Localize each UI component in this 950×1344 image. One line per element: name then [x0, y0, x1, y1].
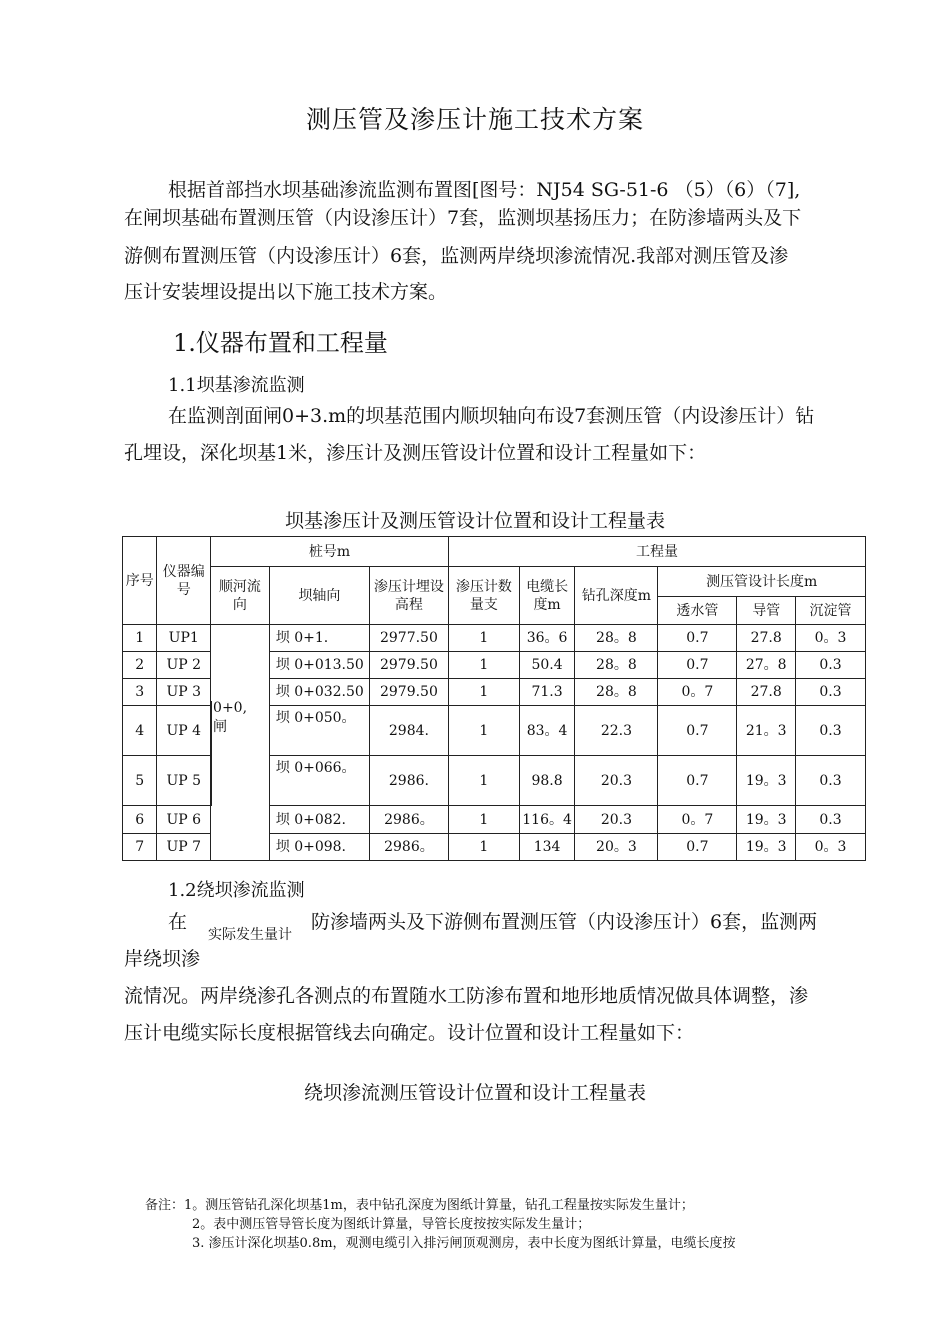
river-bracket-line: [211, 701, 212, 806]
para-1-2-line-4: 压计电缆实际长度根据管线去向确定。设计位置和设计工程量如下：: [124, 1022, 695, 1044]
header-instrument: 仪器编号: [157, 537, 211, 625]
table2-caption: 绕坝渗流测压管设计位置和设计工程量表: [303, 1082, 646, 1104]
table1-caption: 坝基渗压计及测压管设计位置和设计工程量表: [284, 510, 665, 532]
header-perm-tube: 透水管: [658, 597, 737, 625]
section-heading-1: 1.仪器布置和工程量: [173, 329, 388, 357]
cell-sed: 0.3: [796, 706, 866, 756]
cell-sed: 0。3: [796, 834, 866, 861]
cell-elev: 2986。: [369, 834, 448, 861]
header-pile: 桩号m: [211, 537, 449, 567]
cell-drill: 28。8: [575, 679, 658, 706]
cell-id: UP 4: [157, 706, 211, 756]
cell-perm: 0。7: [658, 806, 737, 834]
cell-guide: 27。8: [737, 652, 796, 679]
header-tube-length: 测压管设计长度m: [658, 567, 866, 597]
cell-axis: 坝 0+066。: [269, 756, 369, 806]
cell-cable: 98.8: [519, 756, 575, 806]
cell-axis: 坝 0+098.: [269, 834, 369, 861]
cell-drill: 20.3: [575, 806, 658, 834]
cell-elev: 2979.50: [369, 679, 448, 706]
cell-guide: 19。3: [737, 756, 796, 806]
header-sed-tube: 沉淀管: [796, 597, 866, 625]
cell-cable: 36。6: [519, 625, 575, 652]
document-title: 测压管及渗压计施工技术方案: [305, 105, 644, 134]
cell-sed: 0.3: [796, 806, 866, 834]
cell-seq: 3: [123, 679, 157, 706]
cell-seq: 5: [123, 756, 157, 806]
cell-drill: 28。8: [575, 625, 658, 652]
cell-cable: 116。4: [519, 806, 575, 834]
para-1-2-lead: 在: [168, 911, 188, 933]
header-elevation: 渗压计埋设高程: [369, 567, 448, 625]
para-1-1-line-1: 在监测剖面闸0+3.m的坝基范围内顺坝轴向布设7套测压管（内设渗压计）钻: [168, 405, 815, 427]
cell-cable: 50.4: [519, 652, 575, 679]
cell-count: 1: [448, 806, 519, 834]
header-dam-axis: 坝轴向: [269, 567, 369, 625]
table-row: [123, 625, 866, 652]
cell-guide: 19。3: [737, 834, 796, 861]
cell-axis: 坝 0+050。: [269, 706, 369, 756]
cell-seq: 2: [123, 652, 157, 679]
cell-guide: 19。3: [737, 806, 796, 834]
cell-axis: 坝 0+082.: [269, 806, 369, 834]
cell-elev: 2977.50: [369, 625, 448, 652]
header-seq: 序号: [123, 537, 157, 625]
cell-perm: 0。7: [658, 679, 737, 706]
header-river: 顺河流向: [211, 567, 270, 625]
header-cable: 电缆长度m: [519, 567, 575, 625]
cell-id: UP 6: [157, 806, 211, 834]
cell-seq: 1: [123, 625, 157, 652]
cell-sed: 0.3: [796, 756, 866, 806]
note-line-3: 3. 渗压计深化坝基0.8m，观测电缆引入排污闸顶观测房，表中长度为图纸计算量，电缆长度按: [192, 1236, 736, 1251]
cell-count: 1: [448, 679, 519, 706]
cell-id: UP 5: [157, 756, 211, 806]
cell-drill: 22.3: [575, 706, 658, 756]
para-1-2-line-2: 岸绕坝渗: [124, 948, 201, 970]
section-heading-1-1: 1.1坝基渗流监测: [168, 375, 305, 396]
header-quantity: 工程量: [448, 537, 865, 567]
cell-cable: 83。4: [519, 706, 575, 756]
intro-line-2: 在闸坝基础布置测压管（内设渗压计）7套，监测坝基扬压力；在防渗墙两头及下: [124, 207, 802, 229]
cell-guide: 21。3: [737, 706, 796, 756]
cell-sed: 0。3: [796, 625, 866, 652]
note-line-1: 备注：1。测压管钻孔深化坝基1m，表中钻孔深度为图纸计算量，钻孔工程量按实际发生量计；: [145, 1198, 694, 1213]
cell-drill: 28。8: [575, 652, 658, 679]
section-heading-1-2: 1.2绕坝渗流监测: [168, 880, 305, 901]
intro-line-4: 压计安装埋设提出以下施工技术方案。: [124, 281, 448, 303]
intro-line-1: 根据首部挡水坝基础渗流监测布置图[图号：NJ54 SG-51-6 （5）（6）（7],: [168, 179, 801, 201]
note-line-2: 2。表中测压管导管长度为图纸计算量，导管长度按按实际发生量计；: [192, 1217, 591, 1232]
cell-seq: 6: [123, 806, 157, 834]
cell-drill: 20。3: [575, 834, 658, 861]
cell-count: 1: [448, 756, 519, 806]
cell-perm: 0.7: [658, 756, 737, 806]
cell-sed: 0.3: [796, 652, 866, 679]
para-1-1-line-2: 孔埋设，深化坝基1米，渗压计及测压管设计位置和设计工程量如下：: [124, 442, 707, 464]
river-merged-text: 0+0,闸: [213, 700, 248, 735]
intro-line-3: 游侧布置测压管（内设渗压计）6套，监测两岸绕坝渗流情况.我部对测压管及渗: [124, 245, 789, 267]
cell-guide: 27.8: [737, 625, 796, 652]
cell-id: UP 3: [157, 679, 211, 706]
cell-drill: 20.3: [575, 756, 658, 806]
cell-elev: 2986.: [369, 756, 448, 806]
dam-foundation-table: [122, 536, 866, 861]
river-merged-cell: [211, 625, 270, 861]
header-guide-tube: 导管: [737, 597, 796, 625]
cell-count: 1: [448, 652, 519, 679]
cell-perm: 0.7: [658, 834, 737, 861]
cell-cable: 71.3: [519, 679, 575, 706]
cell-id: UP 2: [157, 652, 211, 679]
cell-perm: 0.7: [658, 625, 737, 652]
cell-axis: 坝 0+032.50: [269, 679, 369, 706]
cell-seq: 7: [123, 834, 157, 861]
cell-perm: 0.7: [658, 706, 737, 756]
cell-perm: 0.7: [658, 652, 737, 679]
cell-axis: 坝 0+013.50: [269, 652, 369, 679]
para-1-2-line-3: 流情况。两岸绕渗孔各测点的布置随水工防渗布置和地形地质情况做具体调整，渗: [124, 985, 809, 1007]
cell-elev: 2986。: [369, 806, 448, 834]
cell-seq: 4: [123, 706, 157, 756]
cell-count: 1: [448, 706, 519, 756]
cell-count: 1: [448, 834, 519, 861]
cell-axis: 坝 0+1.: [269, 625, 369, 652]
cell-elev: 2984.: [369, 706, 448, 756]
cell-cable: 134: [519, 834, 575, 861]
cell-elev: 2979.50: [369, 652, 448, 679]
header-count: 渗压计数量支: [448, 567, 519, 625]
cell-sed: 0.3: [796, 679, 866, 706]
para-1-2-line-1: 防渗墙两头及下游侧布置测压管（内设渗压计）6套，监测两: [311, 911, 818, 933]
cell-id: UP 7: [157, 834, 211, 861]
header-drill: 钻孔深度m: [575, 567, 658, 625]
cell-count: 1: [448, 625, 519, 652]
cell-guide: 27.8: [737, 679, 796, 706]
para-1-2-small-label: 实际发生量计: [208, 927, 292, 943]
cell-id: UP1: [157, 625, 211, 652]
